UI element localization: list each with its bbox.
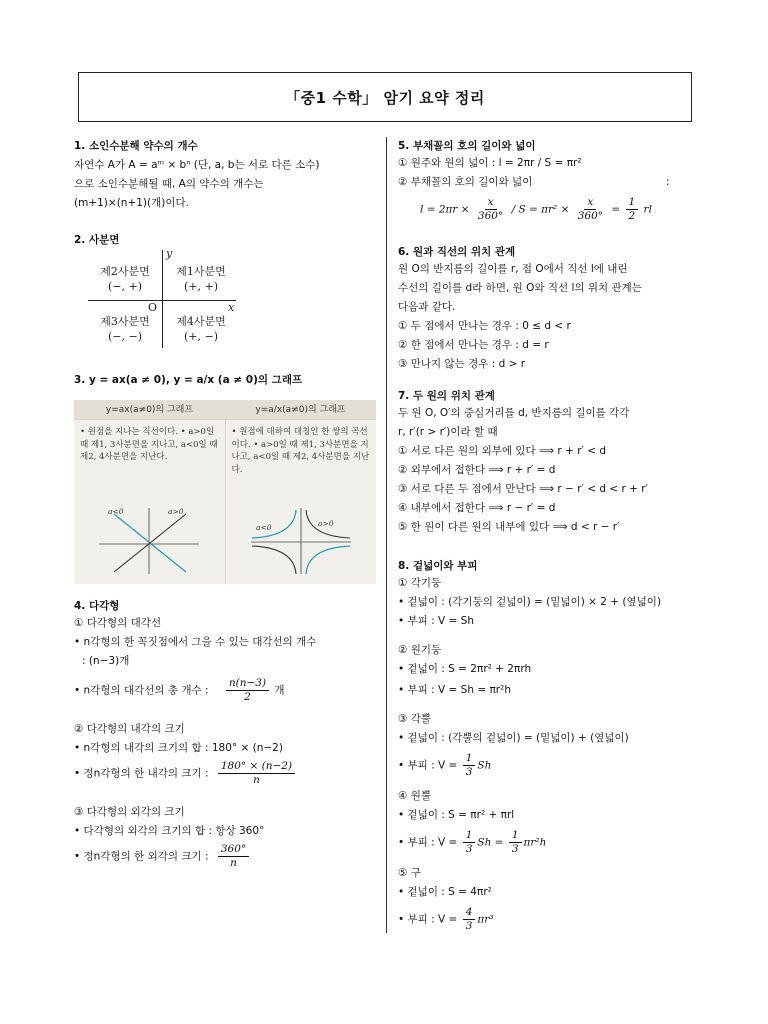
fraction [463, 829, 476, 856]
fraction-denominator: 360° [577, 210, 604, 222]
fraction-denominator: 3 [465, 920, 473, 932]
subheading: ① 다각형의 대각선 [74, 617, 162, 629]
quadrant-3 [90, 314, 160, 344]
origin-label: O [148, 301, 158, 314]
text-line: 으로 소인수분해될 때, A의 약수의 개수는 [74, 178, 264, 190]
text-line: • 다각형의 외각의 크기의 합 : 항상 360° [74, 825, 265, 837]
subheading: ② 다각형의 내각의 크기 [74, 723, 185, 735]
section-heading: 4. 다각형 [74, 600, 120, 612]
quadrant-3-name: 제3사분면 [100, 315, 150, 328]
formula-label: • 정n각형의 한 외각의 크기 : [74, 850, 209, 863]
formula-part: = [611, 203, 621, 216]
text-span: ② 부채꼴의 호의 길이와 넓이 [398, 176, 533, 188]
fraction-denominator: 3 [465, 843, 473, 855]
section-quadrants [74, 232, 374, 343]
solid-title: ② 원기둥 [398, 644, 442, 656]
y-axis-label: y [166, 247, 173, 260]
linear-graph-cell [74, 420, 226, 584]
text-line: 자연수 A가 A = aᵐ × bⁿ (단, a, b는 서로 다른 소수) [74, 159, 320, 171]
fraction-numerator: 1 [509, 829, 522, 843]
formula-part: rl [643, 203, 652, 216]
solid-title: ⑤ 구 [398, 867, 421, 879]
formula-line [74, 677, 374, 704]
formula-line [74, 843, 374, 870]
text-line: ③ 서로 다른 두 점에서 만난다 ⟹ r − r′ < d < r + r′ [398, 483, 648, 495]
y-axis [162, 250, 163, 348]
solid-title: ④ 원뿔 [398, 790, 432, 802]
text-line: • 겉넓이 : S = πr² + πrl [398, 809, 515, 821]
section-polygons [74, 598, 374, 870]
quadrant-1-name: 제1사분면 [176, 265, 226, 278]
section-graphs [74, 372, 374, 388]
text-line: • 겉넓이 : (각뿔의 겉넓이) = (밑넓이) + (옆넓이) [398, 732, 629, 744]
fraction-denominator: 2 [628, 210, 636, 222]
fraction-denominator: 360° [477, 210, 504, 222]
table-header [74, 400, 376, 420]
fraction-denominator: 2 [244, 691, 251, 703]
text-line: • 부피 : V = Sh = πr²h [398, 684, 511, 696]
text-line: 두 원 O, O′의 중심거리를 d, 반지름의 길이를 각각 [398, 407, 630, 419]
fraction-numerator: 1 [463, 752, 476, 766]
fraction-denominator: 3 [511, 843, 519, 855]
text-line: : (n−3)개 [82, 655, 130, 667]
quadrant-2-sign: (−, +) [107, 280, 142, 293]
text-line: • 겉넓이 : S = 4πr² [398, 886, 492, 898]
text-line: ④ 내부에서 접한다 ⟹ r − r′ = d [398, 502, 556, 514]
fraction [218, 760, 295, 787]
text-line: • 겉넓이 : S = 2πr² + 2πrh [398, 663, 532, 675]
text-line: ② 외부에서 접한다 ⟹ r + r′ = d [398, 464, 556, 476]
text-line: ① 원주와 원의 넓이 : l = 2πr / S = πr² [398, 157, 582, 169]
section-circle-line [398, 244, 698, 374]
column-divider [386, 137, 387, 933]
quadrant-2-name: 제2사분면 [100, 265, 150, 278]
neg-label: a<0 [108, 507, 124, 516]
section-heading: 5. 부채꼴의 호의 길이와 넓이 [398, 140, 536, 152]
fraction-numerator: 1 [626, 196, 639, 210]
subheading: ③ 다각형의 외각의 크기 [74, 806, 185, 818]
fraction-denominator: n [230, 857, 237, 869]
pos-curve-q3 [252, 546, 296, 574]
quadrant-4 [166, 314, 236, 344]
text-line: ① 두 점에서 만나는 경우 : 0 ≤ d < r [398, 320, 571, 332]
fraction [463, 752, 476, 779]
x-axis [88, 300, 236, 301]
section-heading: 6. 원과 직선의 위치 관계 [398, 246, 516, 258]
fraction [226, 677, 269, 704]
text-line: 원 O의 반지름의 길이를 r, 점 O에서 직선 l에 내린 [398, 263, 628, 275]
text-line: • 겉넓이 : (각기둥의 겉넓이) = (밑넓이) × 2 + (옆넓이) [398, 596, 662, 608]
formula-part: Sh [477, 759, 492, 772]
fraction [475, 196, 506, 223]
formula-part: l = 2πr × [420, 203, 470, 216]
fraction-numerator: x [584, 196, 596, 210]
x-axis-label: x [228, 301, 235, 314]
text-line: • n각형의 내각의 크기의 합 : 180° × (n−2) [74, 742, 283, 754]
formula-part: πr³ [477, 913, 494, 926]
fraction [509, 829, 522, 856]
col1-header: y=ax(a≠0)의 그래프 [105, 405, 194, 415]
fraction-numerator: 1 [463, 829, 476, 843]
sector-formula [398, 196, 698, 223]
formula-line [398, 752, 698, 779]
formula-label: • 부피 : V = [398, 913, 458, 926]
text-line: • 부피 : V = Sh [398, 615, 475, 627]
quadrant-2 [90, 264, 160, 294]
pos-label: a>0 [317, 519, 334, 528]
neg-curve-q4 [306, 546, 350, 574]
formula-label: • 부피 : V = [398, 759, 458, 772]
col2-header: y=a/x(a≠0)의 그래프 [255, 405, 346, 415]
inverse-graph-plot [246, 506, 356, 576]
section-heading: 3. y = ax(a ≠ 0), y = a/x (a ≠ 0)의 그래프 [74, 374, 303, 386]
colon: : [666, 176, 670, 188]
fraction-numerator: n(n−3) [226, 677, 269, 691]
linear-description: • 원점을 지나는 직선이다. • a>0일 때 제1, 3사분면을 지나고, a<0일 때 제2, 4사분면을 지난다. [80, 427, 218, 462]
fraction [218, 843, 249, 870]
inverse-description: • 원점에 대하여 대칭인 한 쌍의 곡선이다. • a>0일 때 제1, 3사분면을 지나고, a<0일 때 제2, 4사분면을 지난다. [231, 427, 370, 475]
section-prime-factorization [74, 138, 374, 213]
quadrant-4-sign: (+, −) [183, 330, 218, 343]
quadrant-1-sign: (+, +) [183, 280, 218, 293]
fraction-denominator: n [253, 774, 260, 786]
inverse-graph-cell [226, 420, 377, 584]
pos-label: a>0 [168, 507, 184, 516]
quadrant-diagram [88, 247, 238, 350]
text-line: ③ 만나지 않는 경우 : d > r [398, 358, 526, 370]
page-title: 「중1 수학」 암기 요약 정리 [285, 88, 485, 107]
formula-label: • 부피 : V = [398, 836, 458, 849]
text-line: r, r′(r > r′)이라 할 때 [398, 426, 498, 438]
fraction-numerator: x [485, 196, 497, 210]
fraction-numerator: 360° [218, 843, 249, 857]
solid-title: ③ 각뿔 [398, 713, 432, 725]
text-line [398, 173, 698, 192]
formula-line [398, 829, 698, 856]
text-line: 다음과 같다. [398, 301, 456, 313]
fraction-numerator: 180° × (n−2) [218, 760, 295, 774]
formula-part: πr²h [523, 836, 547, 849]
fraction-denominator: 3 [465, 766, 473, 778]
table-body [74, 420, 376, 584]
fraction-numerator: 4 [463, 906, 476, 920]
graph-comparison-table [74, 400, 376, 584]
text-line: ① 서로 다른 원의 외부에 있다 ⟹ r + r′ < d [398, 445, 607, 457]
linear-graph-plot [94, 506, 204, 576]
formula-label: • n각형의 대각선의 총 개수 : [74, 684, 209, 697]
section-heading: 7. 두 원의 위치 관계 [398, 390, 495, 402]
section-heading: 2. 사분면 [74, 234, 120, 246]
section-two-circles [398, 388, 698, 537]
section-sector [398, 138, 698, 223]
solid-title: ① 각기둥 [398, 577, 442, 589]
formula-line [74, 760, 374, 787]
formula-part: Sh = [477, 836, 504, 849]
quadrant-1 [166, 264, 236, 294]
unit-text: 개 [274, 684, 285, 697]
quadrant-3-sign: (−, −) [107, 330, 142, 343]
fraction [626, 196, 639, 223]
text-line: ⑤ 한 원이 다른 원의 내부에 있다 ⟹ d < r − r′ [398, 521, 620, 533]
fraction [575, 196, 606, 223]
title-box [78, 72, 692, 122]
section-heading: 8. 겉넓이와 부피 [398, 560, 478, 572]
section-surface-volume [398, 558, 698, 933]
formula-line [398, 906, 698, 933]
text-line: (m+1)×(n+1)(개)이다. [74, 197, 189, 209]
formula-label: • 정n각형의 한 내각의 크기 : [74, 767, 209, 780]
section-heading: 1. 소인수분해 약수의 개수 [74, 140, 198, 152]
neg-label: a<0 [255, 523, 272, 532]
text-line: 수선의 길이를 d라 하면, 원 O와 직선 l의 위치 관계는 [398, 282, 642, 294]
fraction [463, 906, 476, 933]
quadrant-4-name: 제4사분면 [176, 315, 226, 328]
formula-part: / S = πr² × [511, 203, 570, 216]
text-line: ② 한 점에서 만나는 경우 : d = r [398, 339, 549, 351]
text-line: • n각형의 한 꼭짓점에서 그을 수 있는 대각선의 개수 [74, 636, 317, 648]
